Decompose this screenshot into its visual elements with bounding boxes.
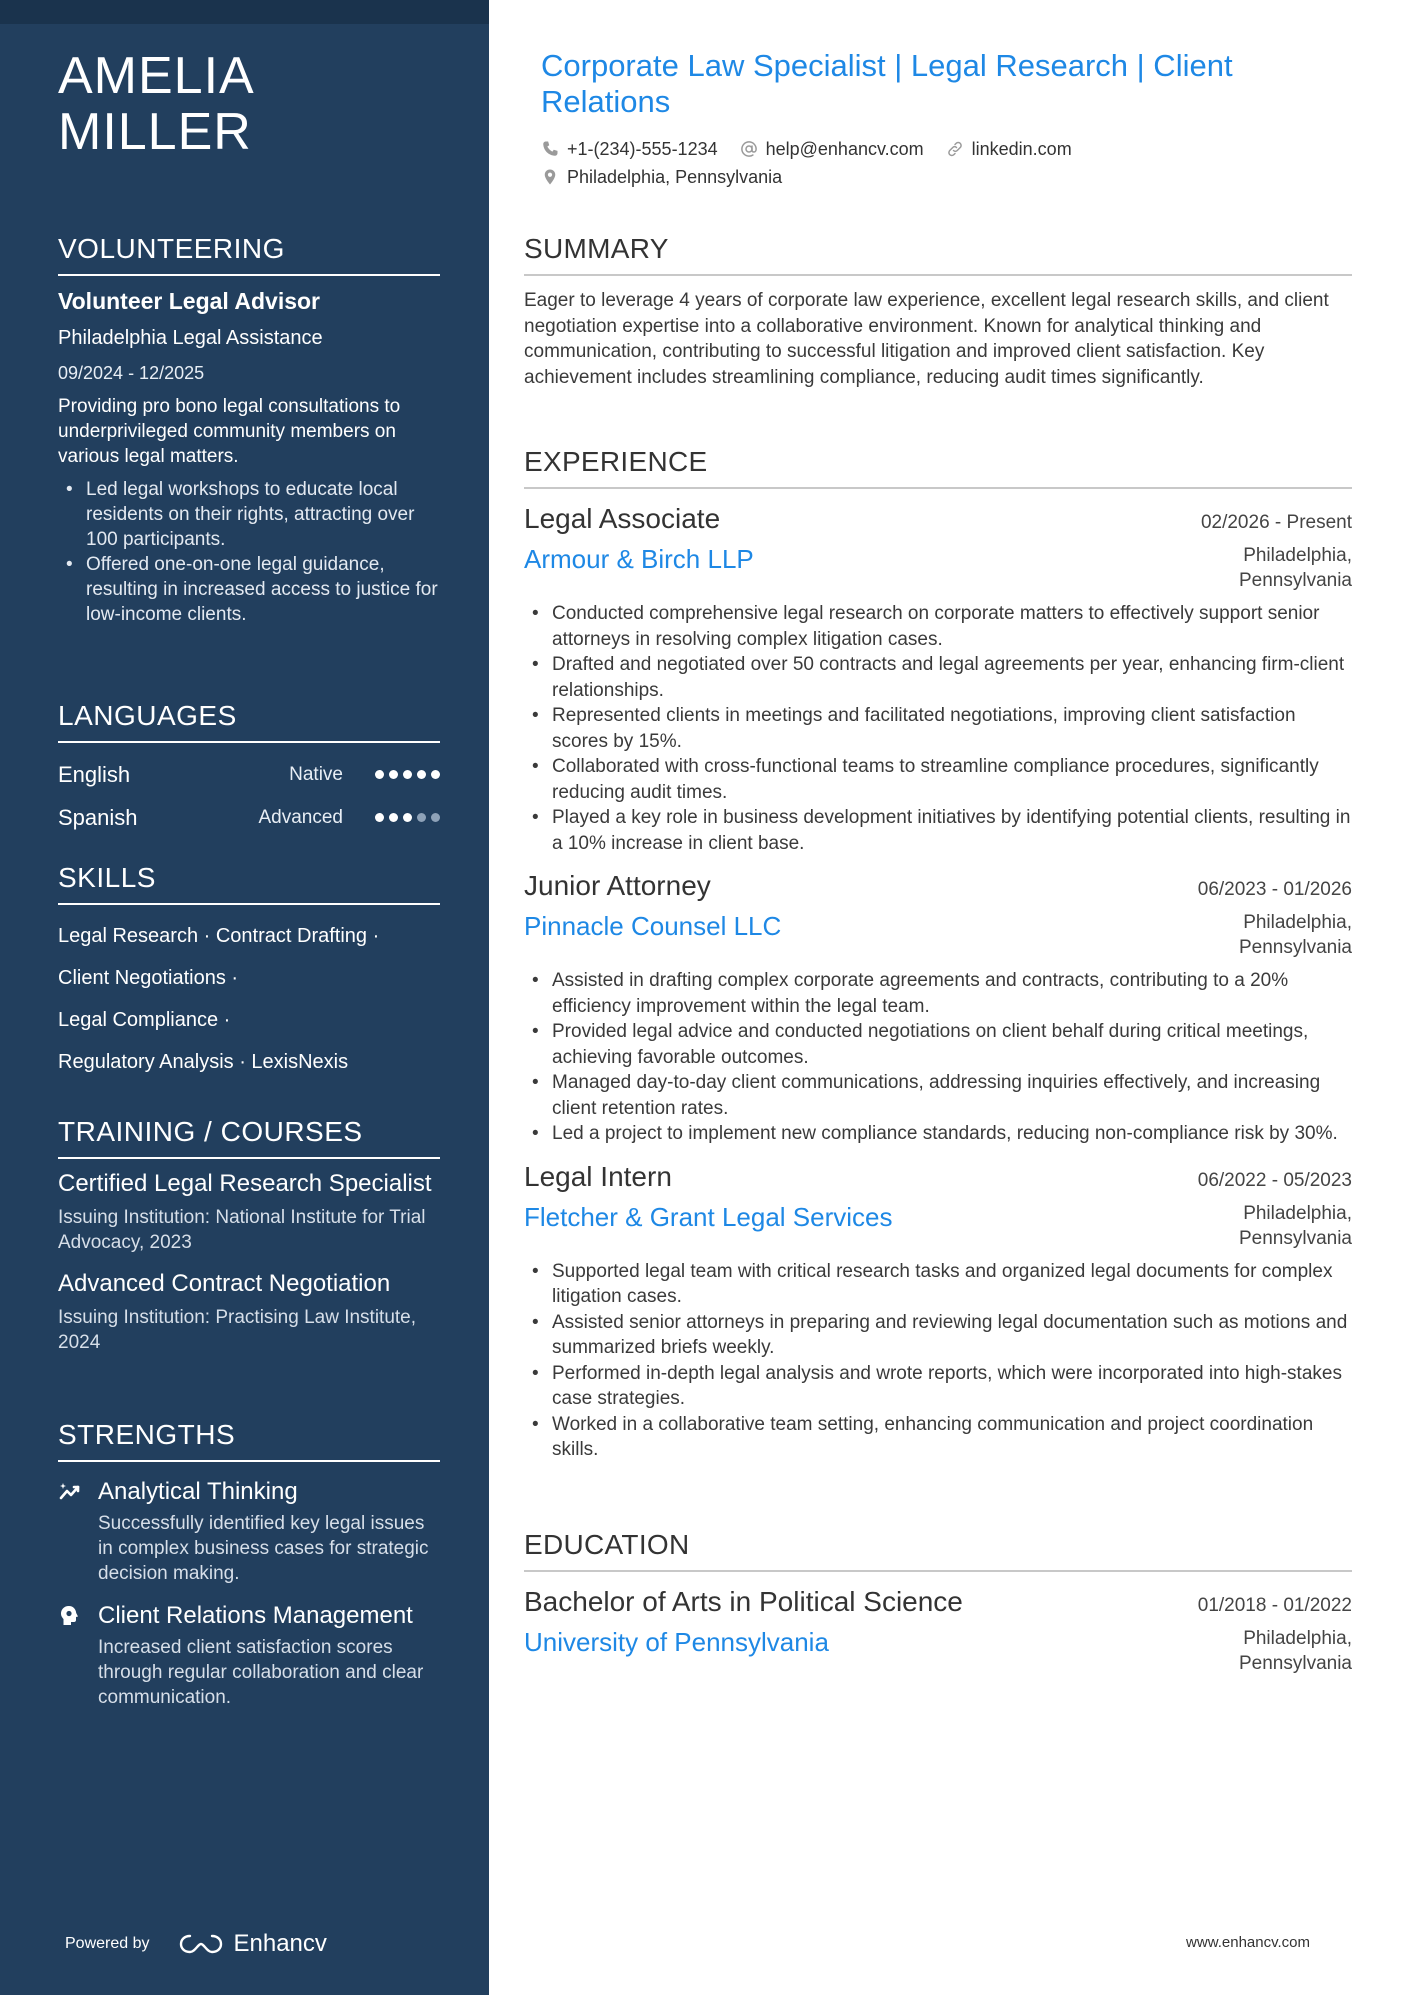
job-bullet: • Played a key role in business development initiatives by identifying potential clients, resulting in a 10% increase in client base. xyxy=(524,805,1352,856)
education-date: 01/2018 - 01/2022 xyxy=(1197,1595,1352,1616)
strength-title: Analytical Thinking xyxy=(98,1478,298,1505)
location-text: Philadelphia, Pennsylvania xyxy=(567,166,783,187)
job-title: Junior Attorney xyxy=(524,870,711,901)
head-icon xyxy=(58,1600,98,1710)
experience-title: EXPERIENCE xyxy=(524,445,1352,489)
contact-location xyxy=(541,167,782,188)
job-company: Armour & Birch LLP xyxy=(524,544,754,574)
enhancv-logo[interactable] xyxy=(178,1930,327,1958)
job-bullets xyxy=(524,1259,1352,1463)
contact-linkedin[interactable] xyxy=(946,139,1072,160)
job-bullets xyxy=(524,601,1352,856)
strengths-title: STRENGTHS xyxy=(58,1418,440,1462)
summary-text: Eager to leverage 4 years of corporate law experience, excellent legal research skills, and client negotiation expertise into a collaborative environment. Known for analytical thinking and communication, contributing to successful litigation and improved client satisfaction. Key achievement includes streamlining compliance, reducing audit times significantly. xyxy=(524,290,1329,388)
education-degree: Bachelor of Arts in Political Science xyxy=(524,1586,963,1617)
powered-by-label: Powered by xyxy=(65,1935,150,1952)
skills-title: SKILLS xyxy=(58,861,440,905)
strength-description: Increased client satisfaction scores through regular collaboration and clear communication. xyxy=(98,1637,424,1708)
job-bullets xyxy=(524,968,1352,1147)
course-institution: Issuing Institution: National Institute for Trial Advocacy, 2023 xyxy=(58,1207,426,1253)
powered-by xyxy=(65,1930,327,1958)
language-level: Native xyxy=(289,763,343,785)
volunteer-date: 09/2024 - 12/2025 xyxy=(58,363,205,383)
language-name: English xyxy=(58,761,131,787)
link-icon xyxy=(946,140,964,158)
job-bullet: • Managed day-to-day client communications, addressing inquiries effectively, and increasing client retention rates. xyxy=(524,1070,1352,1121)
education-title: EDUCATION xyxy=(524,1528,1352,1572)
rating-dot xyxy=(417,813,426,822)
rating-dot xyxy=(389,770,398,779)
at-icon xyxy=(740,140,758,158)
phone-text: +1-(234)-555-1234 xyxy=(567,138,718,159)
job-bullet: • Conducted comprehensive legal research on corporate matters to effectively support senior attorneys in resolving complex litigation cases. xyxy=(524,601,1352,652)
skill-line: Legal Research · Contract Drafting · xyxy=(58,925,380,947)
website-link[interactable]: www.enhancv.com xyxy=(1186,1934,1310,1951)
job-company: Fletcher & Grant Legal Services xyxy=(524,1201,893,1232)
summary-title: SUMMARY xyxy=(524,232,1352,276)
rating-dot xyxy=(417,770,426,779)
experience-section xyxy=(524,445,1352,1475)
phone-icon xyxy=(541,140,559,158)
course-title: Advanced Contract Negotiation xyxy=(58,1270,391,1297)
training-title: TRAINING / COURSES xyxy=(58,1115,440,1159)
rating-dot xyxy=(403,770,412,779)
language-row-spanish xyxy=(58,796,440,839)
languages-title: LANGUAGES xyxy=(58,699,440,743)
job-bullet: • Supported legal team with critical research tasks and organized legal documents for complex litigation cases. xyxy=(524,1259,1352,1310)
headline: Corporate Law Specialist | Legal Research | Client Relations xyxy=(541,48,1233,119)
contact-info xyxy=(541,135,1341,191)
enhancv-logo-icon xyxy=(178,1932,224,1956)
language-name: Spanish xyxy=(58,804,138,830)
training-section xyxy=(58,1115,440,1355)
job-bullet: • Assisted in drafting complex corporate agreements and contracts, contributing to a 20% efficiency improvement within the legal team. xyxy=(524,968,1352,1019)
job-title: Legal Intern xyxy=(524,1160,672,1192)
contact-row xyxy=(541,163,1341,191)
job-date: 06/2023 - 01/2026 xyxy=(1197,879,1352,900)
contact-email[interactable] xyxy=(740,139,924,160)
volunteering-title: VOLUNTEERING xyxy=(58,232,440,276)
main-content xyxy=(489,0,1410,1995)
strength-description: Successfully identified key legal issues in complex business cases for strategic decision making. xyxy=(98,1513,429,1584)
education-section xyxy=(524,1528,1352,1676)
contact-phone[interactable] xyxy=(541,139,718,160)
candidate-name: AMELIA MILLER xyxy=(58,47,252,161)
job-title: Legal Associate xyxy=(524,503,721,534)
education-school: University of Pennsylvania xyxy=(524,1627,829,1657)
linkedin-text: linkedin.com xyxy=(971,138,1072,159)
email-text: help@enhancv.com xyxy=(765,138,924,159)
rating-dot xyxy=(403,813,412,822)
job-entry xyxy=(524,868,1352,1147)
job-date: 02/2026 - Present xyxy=(1200,512,1352,533)
job-company: Pinnacle Counsel LLC xyxy=(524,911,782,941)
job-bullet: • Drafted and negotiated over 50 contracts and legal agreements per year, enhancing firm-client relationships. xyxy=(524,652,1352,703)
course-institution: Issuing Institution: Practising Law Institute, 2024 xyxy=(58,1307,417,1353)
skill-line: Regulatory Analysis · LexisNexis xyxy=(58,1051,349,1073)
sidebar-top-band xyxy=(0,0,489,24)
rating-dot xyxy=(431,813,440,822)
sidebar xyxy=(0,0,489,1995)
rating-dot xyxy=(375,770,384,779)
volunteer-bullet: • Led legal workshops to educate local residents on their rights, attracting over 100 participants. xyxy=(58,477,440,552)
language-row-english xyxy=(58,753,440,796)
job-bullet: • Represented clients in meetings and facilitated negotiations, improving client satisfaction scores by 15%. xyxy=(524,703,1352,754)
strengths-section xyxy=(58,1418,440,1710)
job-bullet: • Provided legal advice and conducted negotiations on client behalf during critical meetings, achieving favorable outcomes. xyxy=(524,1019,1352,1070)
skill-line: Legal Compliance · xyxy=(58,1009,231,1031)
job-date: 06/2022 - 05/2023 xyxy=(1197,1169,1352,1191)
rating-dot xyxy=(431,770,440,779)
job-bullet: • Worked in a collaborative team setting, enhancing communication and project coordination skills. xyxy=(524,1412,1352,1463)
job-bullet: • Performed in-depth legal analysis and wrote reports, which were incorporated into high-stakes case strategies. xyxy=(524,1361,1352,1412)
summary-section xyxy=(524,232,1352,390)
skills-section xyxy=(58,861,440,1083)
language-rating xyxy=(375,813,440,822)
language-rating xyxy=(375,770,440,779)
job-entry xyxy=(524,501,1352,856)
job-bullet: • Assisted senior attorneys in preparing and reviewing legal documentation such as motions and summarized briefs weekly. xyxy=(524,1310,1352,1361)
volunteer-description: Providing pro bono legal consultations to underprivileged community members on various legal matters. xyxy=(58,396,401,467)
volunteer-role: Volunteer Legal Advisor xyxy=(58,288,320,314)
education-location: Philadelphia, Pennsylvania xyxy=(1238,1628,1352,1674)
job-bullet: • Collaborated with cross-functional teams to streamline compliance procedures, significantly reducing audit times. xyxy=(524,754,1352,805)
volunteer-organization: Philadelphia Legal Assistance xyxy=(58,327,323,349)
job-location: Philadelphia, Pennsylvania xyxy=(1238,912,1352,958)
job-location: Philadelphia, Pennsylvania xyxy=(1238,1202,1352,1249)
course-title: Certified Legal Research Specialist xyxy=(58,1170,432,1197)
job-location: Philadelphia, Pennsylvania xyxy=(1238,545,1352,591)
job-entry xyxy=(524,1159,1352,1463)
chart-sparkle-icon xyxy=(58,1476,98,1586)
volunteering-section xyxy=(58,232,440,627)
skill-line: Client Negotiations · xyxy=(58,967,239,989)
job-bullet: • Led a project to implement new compliance standards, reducing non-compliance risk by 30%. xyxy=(524,1121,1352,1147)
enhancv-logo-text: Enhancv xyxy=(233,1930,327,1957)
strength-title: Client Relations Management xyxy=(98,1602,413,1629)
location-pin-icon xyxy=(541,168,559,186)
strength-item xyxy=(58,1476,440,1586)
volunteer-bullet: • Offered one-on-one legal guidance, resulting in increased access to justice for low-income clients. xyxy=(58,552,440,627)
language-level: Advanced xyxy=(258,806,343,828)
strength-item xyxy=(58,1600,440,1710)
contact-row xyxy=(541,135,1341,163)
languages-section xyxy=(58,699,440,839)
volunteer-bullets xyxy=(58,477,440,627)
rating-dot xyxy=(389,813,398,822)
rating-dot xyxy=(375,813,384,822)
